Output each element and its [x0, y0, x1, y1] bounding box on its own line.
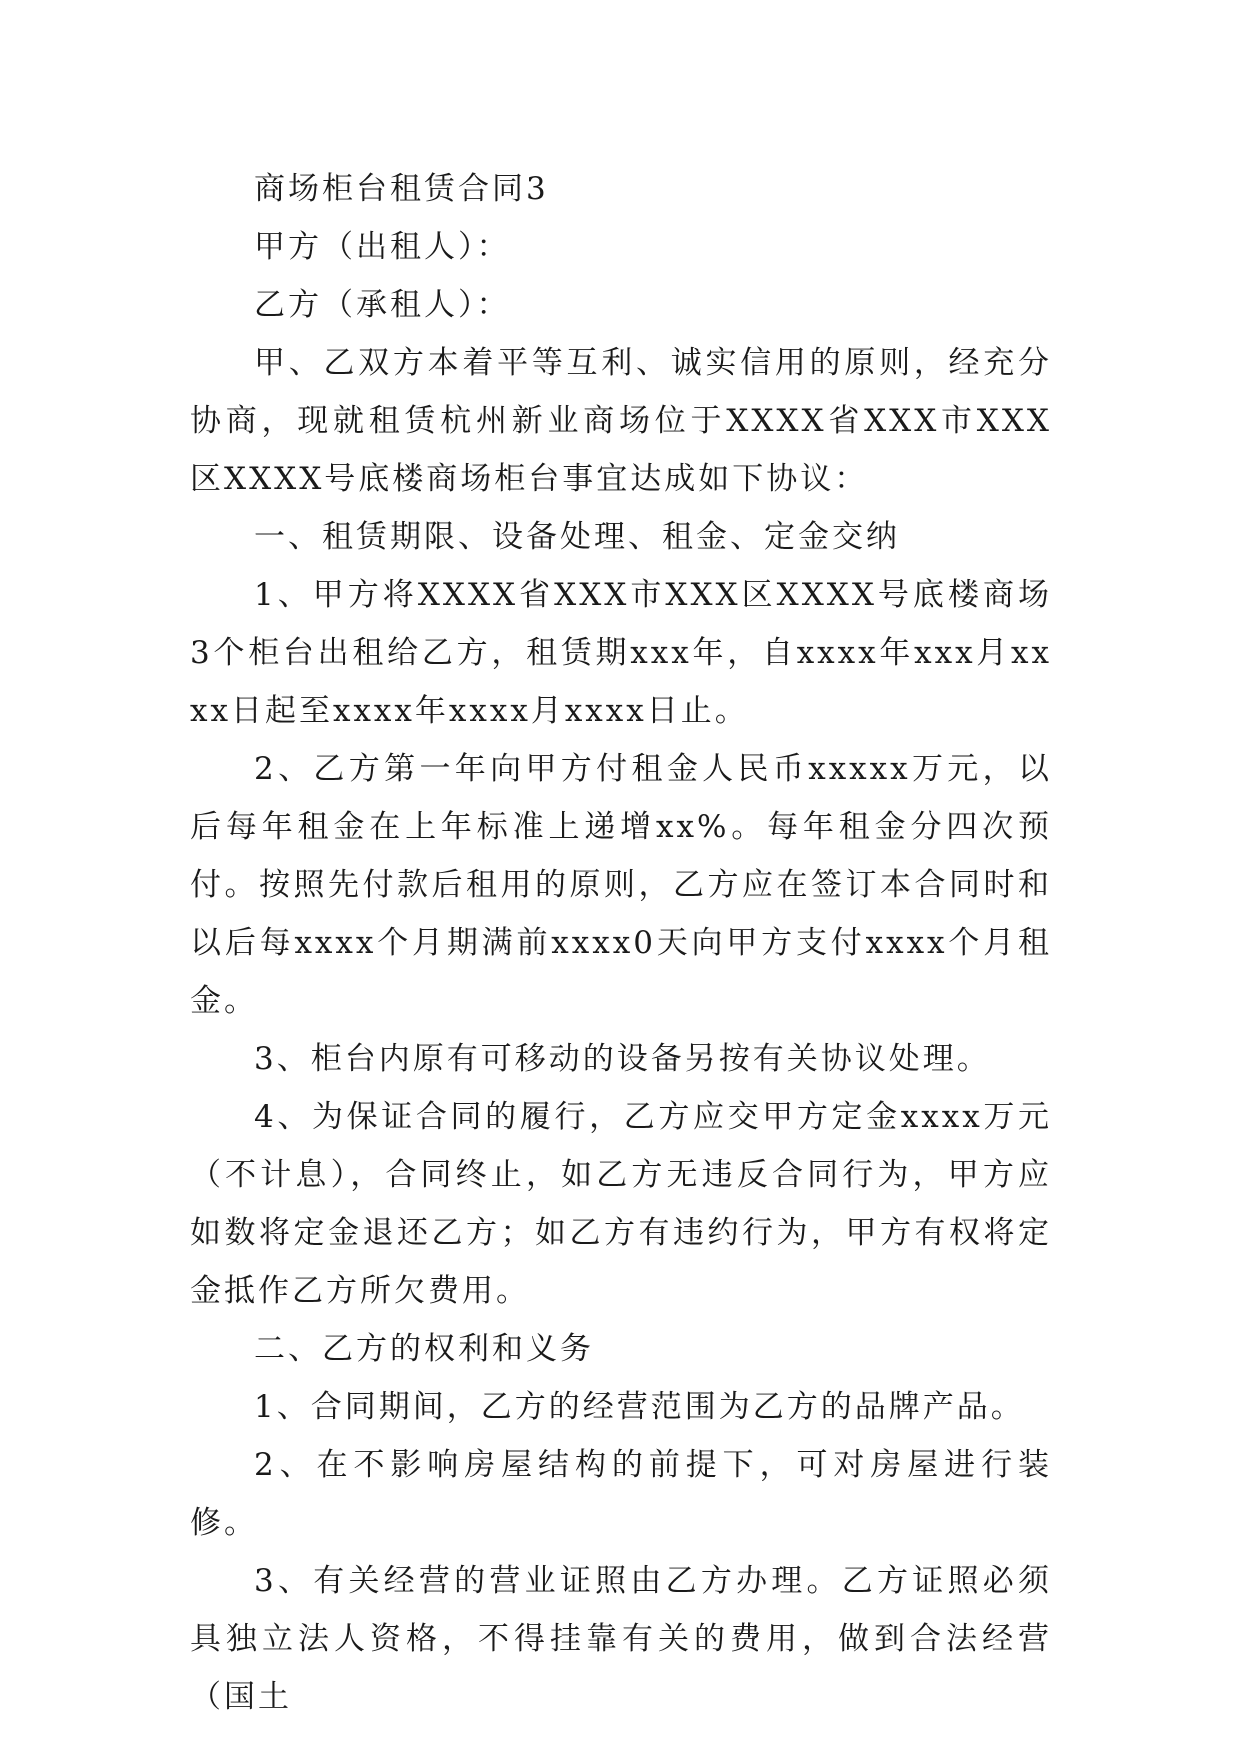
- clause-1-3: 3、柜台内原有可移动的设备另按有关协议处理。: [254, 1041, 991, 1077]
- clause-2-3: 3、有关经营的营业证照由乙方办理。乙方证照必须具独立法人资格，不得挂靠有关的费用，做到合法经营（国土: [190, 1563, 1052, 1715]
- preamble-paragraph: 甲、乙双方本着平等互利、诚实信用的原则，经充分协商，现就租赁杭州新业商场位于XXXX省XXX市XXX区XXXX号底楼商场柜台事宜达成如下协议：: [190, 345, 1052, 497]
- clause-1-2: 2、乙方第一年向甲方付租金人民币xxxxx万元，以后每年租金在上年标准上递增xx%。每年租金分四次预付。按照先付款后租用的原则，乙方应在签订本合同时和以后每xxxx个月期满前xxxx0天向甲方支付xxxx个月租金。: [190, 751, 1052, 1019]
- party-b-line: 乙方（承租人）：: [254, 287, 511, 323]
- clause-2-1: 1、合同期间，乙方的经营范围为乙方的品牌产品。: [254, 1389, 1025, 1425]
- party-a-line: 甲方（出租人）：: [254, 229, 511, 265]
- clause-1-4: 4、为保证合同的履行，乙方应交甲方定金xxxx万元（不计息），合同终止，如乙方无违反合同行为，甲方应如数将定金退还乙方；如乙方有违约行为，甲方有权将定金抵作乙方所欠费用。: [190, 1099, 1052, 1309]
- clause-1-1: 1、甲方将XXXX省XXX市XXX区XXXX号底楼商场3个柜台出租给乙方，租赁期xxx年，自xxxx年xxx月xxxx日起至xxxx年xxxx月xxxx日止。: [190, 577, 1052, 729]
- document-body: [190, 160, 1052, 1726]
- section-heading-2: 二、乙方的权利和义务: [254, 1331, 594, 1367]
- clause-2-2: 2、在不影响房屋结构的前提下，可对房屋进行装修。: [190, 1447, 1052, 1541]
- section-heading-1: 一、租赁期限、设备处理、租金、定金交纳: [254, 519, 900, 555]
- document-title: 商场柜台租赁合同3: [254, 171, 549, 207]
